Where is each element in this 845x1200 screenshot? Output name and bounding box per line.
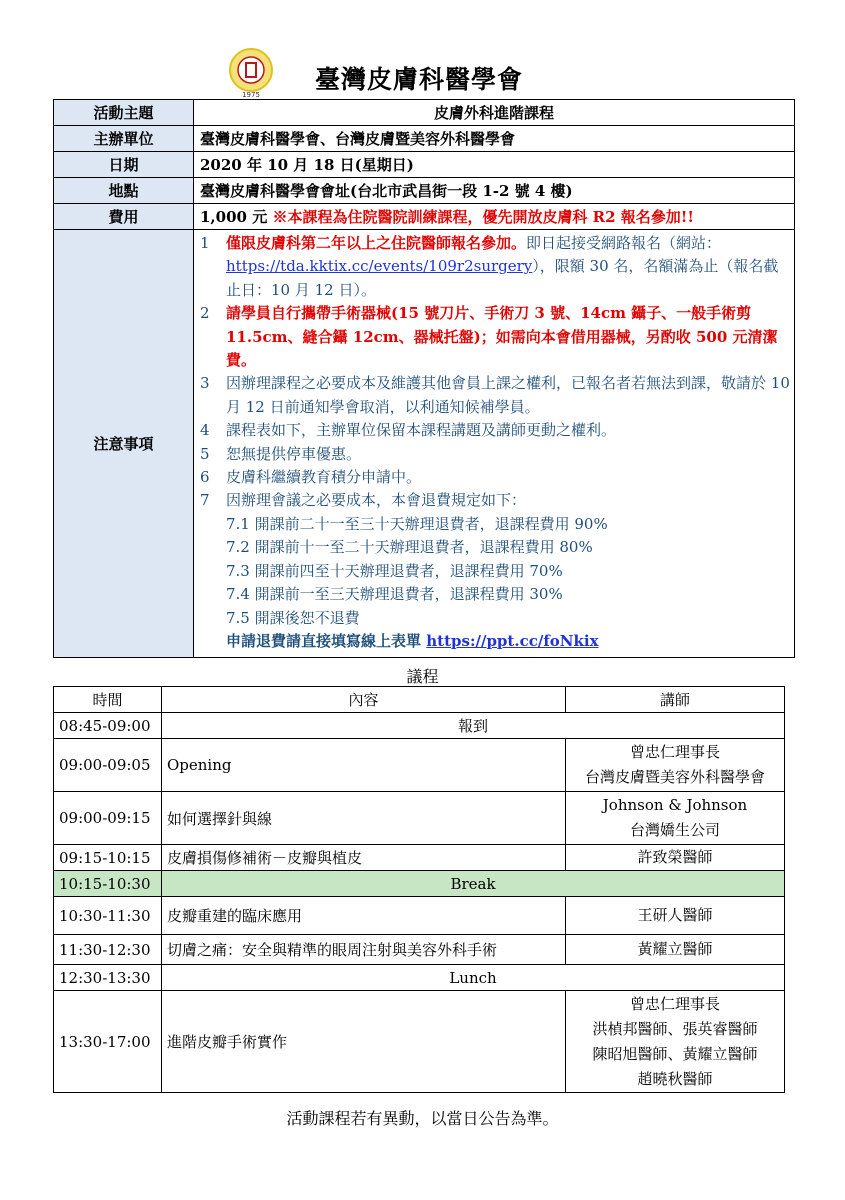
agenda-row [54,739,785,792]
session-content: 報到 [162,713,785,739]
agenda-row [54,991,785,1093]
session-content: 如何選擇針與線 [162,792,566,845]
note-text: 因辦理會議之必要成本，本會退費規定如下： [226,491,527,510]
date-row [54,152,795,178]
date-label: 日期 [54,152,194,178]
session-content: Opening [162,739,566,792]
agenda-row [54,792,785,845]
speaker-line: 曾忠仁理事長 [629,994,720,1013]
speaker-line: 陳昭旭醫師、黃耀立醫師 [592,1044,758,1063]
time-header: 時間 [54,687,162,713]
session-time: 10:30-11:30 [54,897,162,935]
note-number: 5 [200,444,210,463]
session-speaker: 許致榮醫師 [566,845,785,871]
note-7 [200,489,790,512]
notes-label: 注意事項 [54,230,194,658]
note-6 [200,466,790,489]
note-2 [200,302,790,372]
note-text [226,232,790,302]
session-time: 10:15-10:30 [54,871,162,897]
agenda-title: 議程 [406,667,439,686]
refund-form-line [200,630,790,653]
fee-note: ※本課程為住院醫院訓練課程，優先開放皮膚科 R2 報名參加!! [272,208,694,226]
venue-value: 臺灣皮膚科醫學會會址(台北市武昌街一段 1-2 號 4 樓) [194,178,795,204]
session-time: 08:45-09:00 [54,713,162,739]
note-1 [200,232,790,302]
session-content: 皮瓣重建的臨床應用 [162,897,566,935]
content-header: 內容 [162,687,566,713]
date-value: 2020 年 10 月 18 日(星期日) [194,152,795,178]
footer-note: 活動課程若有異動，以當日公告為準。 [286,1109,559,1128]
refund-rule-5: 7.5 開課後恕不退費 [226,608,360,627]
speaker-line: 曾忠仁理事長 [629,743,720,761]
header [0,44,845,104]
note-text: 課程表如下，主辦單位保留本課程講題及講師更動之權利。 [226,421,617,440]
fee-row [54,204,795,230]
society-seal-logo [228,48,274,98]
note-1-text-b: ），限額 30 名，名額滿為止（報名截止日：10 月 12 日）。 [226,257,779,299]
note-3 [200,372,790,419]
note-text: 皮膚科繼續教育積分申請中。 [226,468,422,487]
fee-label: 費用 [54,204,194,230]
note-number: 6 [200,468,210,487]
org-title: 臺灣皮膚科醫學會 [315,65,524,94]
fee-value: 1,000 元 [200,208,268,226]
notes-row [54,230,795,658]
note-number: 2 [200,304,210,323]
session-time: 09:00-09:15 [54,792,162,845]
note-1-text-a: 即日起接受網路報名（網站： [526,234,722,252]
logo-year: 1975 [242,91,260,98]
session-time: 11:30-12:30 [54,935,162,965]
note-number: 3 [200,374,210,393]
agenda-row [54,897,785,935]
session-content: 進階皮瓣手術實作 [162,991,566,1093]
refund-rule-2: 7.2 開課前十一至二十天辦理退費者，退課程費用 80% [226,538,593,557]
note-number: 7 [200,491,210,510]
note-text: 恕無提供停車優惠。 [226,444,362,463]
session-speaker [566,792,785,845]
session-content: Break [162,871,785,897]
host-row [54,126,795,152]
refund-rule-4: 7.4 開課前一至三天辦理退費者，退課程費用 30% [226,585,563,604]
agenda-header-row [54,687,785,713]
session-speaker [566,991,785,1093]
agenda-table [53,686,785,1093]
fee-value-cell [194,204,795,230]
session-time: 12:30-13:30 [54,965,162,991]
refund-form-link[interactable]: https://ppt.cc/foNkix [426,631,599,650]
notes-cell [194,230,795,658]
speaker-line: 台灣嬌生公司 [629,821,720,839]
session-time: 09:00-09:05 [54,739,162,792]
speaker-line: 洪楨邦醫師、張英睿醫師 [592,1019,758,1038]
speaker-header: 講師 [566,687,785,713]
speaker-line: 台灣皮膚暨美容外科醫學會 [584,768,765,786]
refund-rule-1: 7.1 開課前二十一至三十天辦理退費者，退課程費用 90% [226,514,608,533]
speaker-line: Johnson & Johnson [602,796,748,814]
agenda-row [54,965,785,991]
session-speaker: 黃耀立醫師 [566,935,785,965]
speaker-line: 趙曉秋醫師 [637,1069,713,1088]
registration-link[interactable]: https://tda.kktix.cc/events/109r2surgery [226,257,533,276]
note-4 [200,419,790,442]
agenda-row [54,713,785,739]
agenda-row-break [54,871,785,897]
session-speaker [566,739,785,792]
session-content: 皮膚損傷修補術－皮瓣與植皮 [162,845,566,871]
session-content: 切膚之痛：安全與精準的眼周注射與美容外科手術 [162,935,566,965]
session-content: Lunch [162,965,785,991]
host-value: 臺灣皮膚科醫學會、台灣皮膚暨美容外科醫學會 [194,126,795,152]
session-time: 13:30-17:00 [54,991,162,1093]
note-1-restriction: 僅限皮膚科第二年以上之住院醫師報名參加。 [226,234,527,252]
note-5 [200,443,790,466]
venue-label: 地點 [54,178,194,204]
host-label: 主辦單位 [54,126,194,152]
theme-value: 皮膚外科進階課程 [194,100,795,126]
agenda-row [54,845,785,871]
theme-row [54,100,795,126]
theme-label: 活動主題 [54,100,194,126]
agenda-row [54,935,785,965]
refund-text: 申請退費請直接填寫線上表單 [226,631,422,650]
session-speaker: 王研人醫師 [566,897,785,935]
note-number: 4 [200,421,210,440]
session-time: 09:15-10:15 [54,845,162,871]
event-info-table [53,99,795,658]
note-text: 因辦理課程之必要成本及維護其他會員上課之權利，已報名者若無法到課，敬請於 10 月 12 日前通知學會取消，以利通知候補學員。 [226,374,790,416]
notes-list [194,230,794,657]
note-number: 1 [200,234,210,252]
refund-rule-3: 7.3 開課前四至十天辦理退費者，退課程費用 70% [226,561,563,580]
venue-row [54,178,795,204]
note-text: 請學員自行攜帶手術器械(15 號刀片、手術刀 3 號、14cm 鑷子、一般手術剪 11.5cm、縫合鑷 12cm、器械托盤)；如需向本會借用器械，另酌收 500 元清潔費。 [226,304,778,370]
